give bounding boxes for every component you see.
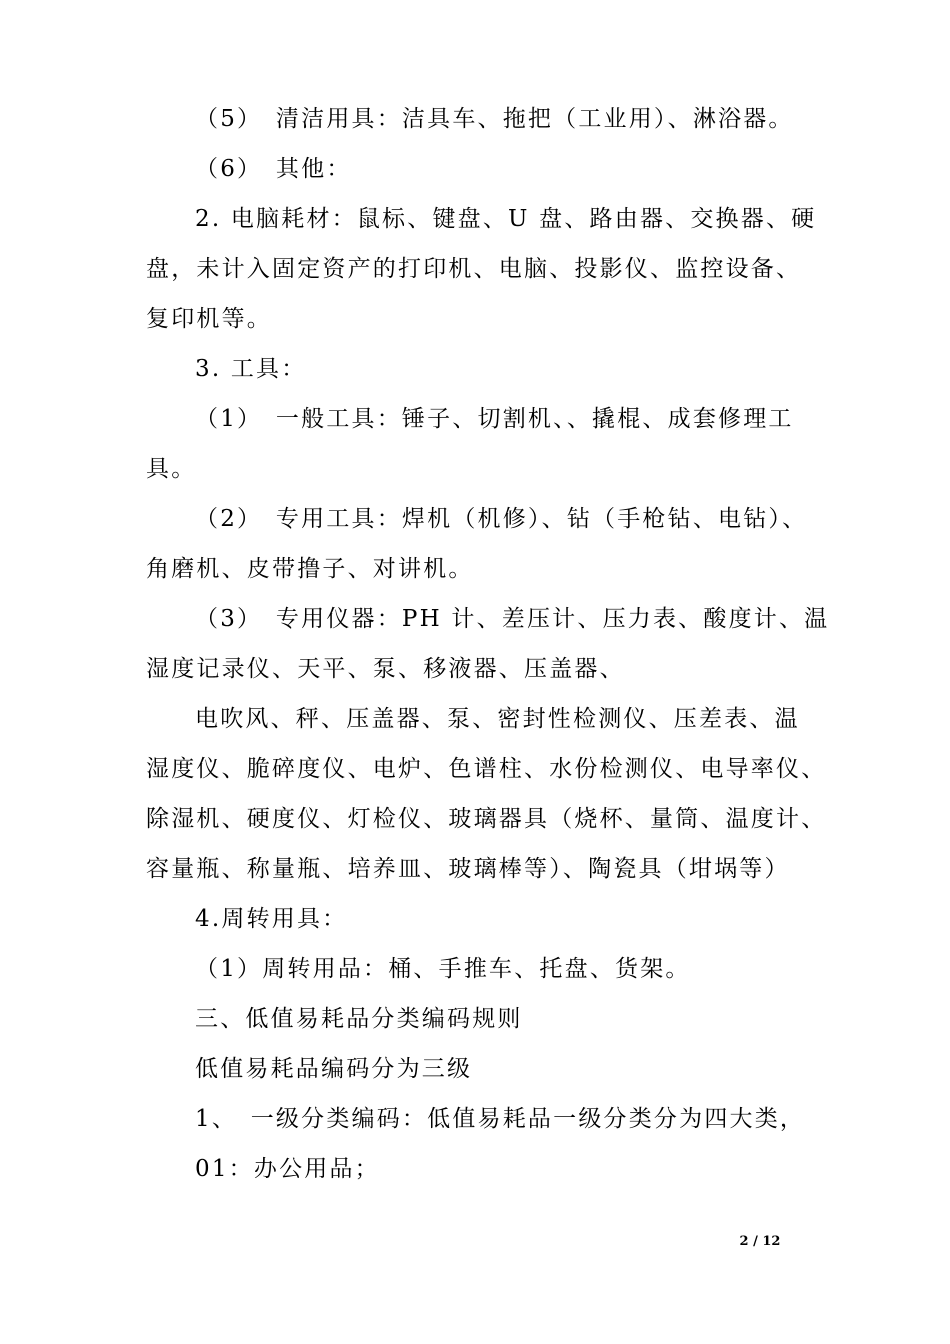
text-line-computer-supplies: 2. 电脑耗材：鼠标、键盘、U 盘、路由器、交换器、硬 (195, 206, 817, 232)
text-line-instruments-list-2: 湿度仪、脆碎度仪、电炉、色谱柱、水份检测仪、电导率仪、 (146, 756, 827, 782)
text-line-tools-heading: 3. 工具： (195, 356, 307, 382)
text-line-turnover-items: （1）周转用品：桶、手推车、托盘、货架。 (195, 956, 691, 982)
text-line-computer-supplies-cont: 盘，未计入固定资产的打印机、电脑、投影仪、监控设备、 (146, 256, 802, 282)
text-line-cleaning-tools: （5） 清洁用具：洁具车、拖把（工业用）、淋浴器。 (195, 106, 794, 132)
text-line-instruments-list-4: 容量瓶、称量瓶、培养皿、玻璃棒等）、陶瓷具（坩埚等） (146, 856, 790, 882)
text-line-special-instruments-cont: 湿度记录仪、天平、泵、移液器、压盖器、 (146, 656, 625, 682)
text-line-turnover-heading: 4.周转用具： (195, 906, 348, 932)
text-line-special-tools-end: 角磨机、皮带撸子、对讲机。 (146, 556, 474, 582)
text-line-special-instruments: （3） 专用仪器：PH 计、差压计、压力表、酸度计、温 (195, 606, 830, 632)
text-line-special-tools: （2） 专用工具：焊机（机修）、钻（手枪钻、电钻）、 (195, 506, 808, 532)
text-line-level-one-coding: 1、 一级分类编码：低值易耗品一级分类分为四大类， (195, 1106, 806, 1132)
section-heading-coding-rules: 三、低值易耗品分类编码规则 (195, 1006, 523, 1032)
text-line-computer-supplies-end: 复印机等。 (146, 306, 272, 332)
text-line-instruments-list-1: 电吹风、秤、压盖器、泵、密封性检测仪、压差表、温 (195, 706, 800, 732)
text-line-instruments-list-3: 除湿机、硬度仪、灯检仪、玻璃器具（烧杯、量筒、温度计、 (146, 806, 827, 832)
text-line-office-supplies-code: 01：办公用品； (195, 1156, 380, 1182)
text-line-coding-levels: 低值易耗品编码分为三级 (195, 1056, 473, 1082)
text-line-other: （6） 其他： (195, 156, 352, 182)
page-number: 2 / 12 (739, 1234, 781, 1249)
text-line-general-tools-end: 具。 (146, 456, 197, 482)
text-line-general-tools: （1） 一般工具：锤子、切割机、、撬棍、成套修理工 (195, 406, 794, 432)
